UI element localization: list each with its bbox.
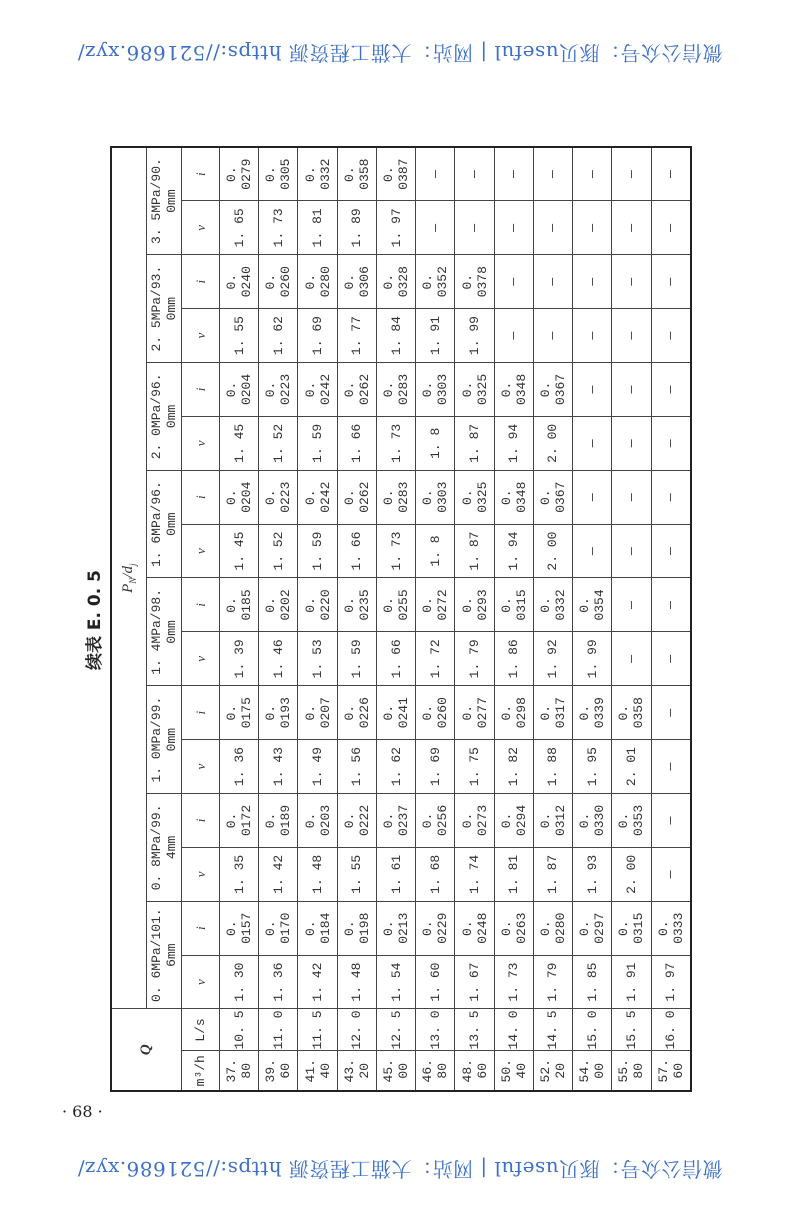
table-cell: 0. 0325 <box>455 470 494 524</box>
table-cell: 52. 20 <box>533 1051 572 1091</box>
table-cell: 0. 0297 <box>573 901 612 955</box>
table-cell: 0. 0237 <box>376 794 415 848</box>
unit-m3h-header: m³/h <box>182 1051 220 1091</box>
table-cell: 0. 0330 <box>573 794 612 848</box>
table-cell: — <box>612 632 651 686</box>
table-cell: — <box>651 740 691 794</box>
table-row <box>533 147 572 1091</box>
table-cell: 1. 60 <box>416 955 455 1009</box>
table-cell: 1. 86 <box>494 632 533 686</box>
table-cell: 1. 42 <box>259 847 298 901</box>
table-cell: 12. 5 <box>376 1009 415 1051</box>
table-cell: 0. 0260 <box>259 255 298 309</box>
table-cell: 50. 40 <box>494 1051 533 1091</box>
table-cell: — <box>651 201 691 255</box>
table-cell: 0. 0354 <box>573 578 612 632</box>
table-cell: — <box>494 201 533 255</box>
table-cell: 0. 0223 <box>259 470 298 524</box>
hydraulic-gradient-header: i <box>182 578 220 632</box>
table-cell: — <box>651 470 691 524</box>
table-cell: 0. 0348 <box>494 363 533 417</box>
table-cell: 0. 0328 <box>376 255 415 309</box>
table-cell: — <box>651 255 691 309</box>
table-cell: 15. 5 <box>612 1009 651 1051</box>
table-cell: — <box>651 632 691 686</box>
table-cell: 0. 0220 <box>298 578 337 632</box>
table-row <box>612 147 651 1091</box>
table-cell: 12. 0 <box>337 1009 376 1051</box>
table-cell: 39. 60 <box>259 1051 298 1091</box>
table-cell: 1. 84 <box>376 309 415 363</box>
pressure-diameter-header: 1. 0MPa/99. 0mm <box>147 686 182 794</box>
table-cell: 11. 5 <box>298 1009 337 1051</box>
table-cell: — <box>612 309 651 363</box>
table-cell: 1. 87 <box>455 524 494 578</box>
table-cell: 37. 80 <box>220 1051 259 1091</box>
table-cell: — <box>612 363 651 417</box>
table-cell: 0. 0339 <box>573 686 612 740</box>
table-cell: 1. 56 <box>337 740 376 794</box>
table-cell: 1. 79 <box>533 955 572 1009</box>
table-cell: 0. 0273 <box>455 794 494 848</box>
table-cell: — <box>651 847 691 901</box>
table-row <box>651 147 691 1091</box>
table-cell: — <box>612 416 651 470</box>
table-cell: 0. 0229 <box>416 901 455 955</box>
table-cell: 0. 0280 <box>298 255 337 309</box>
table-cell: 1. 48 <box>298 847 337 901</box>
watermark-top: 微信公众号：豚贝useful | 网站：大猫工程资源 https://521686.xyz/ <box>77 41 723 65</box>
table-cell: — <box>612 147 651 201</box>
table-cell: — <box>416 147 455 201</box>
table-cell: 0. 0317 <box>533 686 572 740</box>
watermark-bottom: 微信公众号：豚贝useful | 网站：大猫工程资源 https://521686.xyz/ <box>77 1157 723 1181</box>
table-cell: 0. 0262 <box>337 470 376 524</box>
hydraulic-gradient-header: i <box>182 363 220 417</box>
table-cell: 1. 52 <box>259 416 298 470</box>
table-cell: 1. 69 <box>416 740 455 794</box>
pn-sub: N <box>128 577 138 584</box>
table-cell: 0. 0305 <box>259 147 298 201</box>
table-cell: — <box>533 201 572 255</box>
table-cell: 41. 40 <box>298 1051 337 1091</box>
table-cell: 1. 53 <box>298 632 337 686</box>
velocity-header: v <box>182 740 220 794</box>
table-cell: 1. 82 <box>494 740 533 794</box>
table-cell: 0. 0280 <box>533 901 572 955</box>
table-cell: 0. 0185 <box>220 578 259 632</box>
table-cell: 11. 0 <box>259 1009 298 1051</box>
pn-sub2: j <box>128 563 138 567</box>
table-cell: 45. 00 <box>376 1051 415 1091</box>
table-row <box>298 147 337 1091</box>
table-row <box>494 147 533 1091</box>
table-cell: 0. 0294 <box>494 794 533 848</box>
table-cell: 1. 69 <box>298 309 337 363</box>
table-cell: — <box>533 147 572 201</box>
table-cell: 1. 39 <box>220 632 259 686</box>
table-row <box>416 147 455 1091</box>
table-cell: 1. 59 <box>298 524 337 578</box>
table-cell: 2. 00 <box>612 847 651 901</box>
table-cell: — <box>455 147 494 201</box>
table-cell: 1. 59 <box>337 632 376 686</box>
velocity-header: v <box>182 201 220 255</box>
table-cell: 1. 54 <box>376 955 415 1009</box>
pressure-diameter-header: 2. 0MPa/96. 0mm <box>147 363 182 471</box>
table-cell: 0. 0303 <box>416 470 455 524</box>
table-cell: 1. 36 <box>259 955 298 1009</box>
table-cell: 0. 0332 <box>298 147 337 201</box>
table-cell: — <box>416 201 455 255</box>
table-cell: — <box>573 309 612 363</box>
table-cell: 0. 0213 <box>376 901 415 955</box>
table-cell: 0. 0277 <box>455 686 494 740</box>
table-cell: — <box>651 147 691 201</box>
table-cell: 48. 60 <box>455 1051 494 1091</box>
table-cell: 1. 8 <box>416 524 455 578</box>
hydraulic-gradient-header: i <box>182 686 220 740</box>
table-row <box>259 147 298 1091</box>
table-cell: 0. 0263 <box>494 901 533 955</box>
table-cell: — <box>651 578 691 632</box>
table-cell: — <box>573 255 612 309</box>
table-title: 续表 E. 0. 5 <box>85 570 105 670</box>
hydraulic-gradient-header: i <box>182 147 220 201</box>
table-cell: 0. 0207 <box>298 686 337 740</box>
table-cell: 1. 45 <box>220 416 259 470</box>
table-cell: 1. 95 <box>573 740 612 794</box>
table-cell: 1. 87 <box>533 847 572 901</box>
table-cell: 55. 80 <box>612 1051 651 1091</box>
table-cell: 1. 8 <box>416 416 455 470</box>
velocity-header: v <box>182 847 220 901</box>
table-cell: 15. 0 <box>573 1009 612 1051</box>
table-cell: 0. 0170 <box>259 901 298 955</box>
table-cell: — <box>494 147 533 201</box>
page-number: · 68 · <box>62 1102 103 1121</box>
pressure-diameter-header: 1. 6MPa/96. 0mm <box>147 470 182 578</box>
table-cell: 1. 97 <box>651 955 691 1009</box>
table-cell: — <box>651 794 691 848</box>
table-cell: 1. 73 <box>259 201 298 255</box>
table-cell: 1. 74 <box>455 847 494 901</box>
hydraulic-gradient-header: i <box>182 901 220 955</box>
table-cell: — <box>573 363 612 417</box>
table-cell: 57. 60 <box>651 1051 691 1091</box>
table-cell: 0. 0358 <box>337 147 376 201</box>
pn-rest: /d <box>120 566 136 578</box>
table-cell: — <box>573 416 612 470</box>
table-cell: 0. 0315 <box>612 901 651 955</box>
table-cell: 1. 85 <box>573 955 612 1009</box>
table-cell: 46. 80 <box>416 1051 455 1091</box>
table-cell: — <box>651 363 691 417</box>
table-cell: 1. 79 <box>455 632 494 686</box>
table-cell: 1. 92 <box>533 632 572 686</box>
table-cell: 2. 00 <box>533 416 572 470</box>
table-cell: 2. 01 <box>612 740 651 794</box>
table-cell: 0. 0189 <box>259 794 298 848</box>
table-cell: 0. 0348 <box>494 470 533 524</box>
table-cell: 1. 55 <box>220 309 259 363</box>
table-cell: 16. 0 <box>651 1009 691 1051</box>
table-cell: — <box>651 416 691 470</box>
velocity-header: v <box>182 632 220 686</box>
table-row <box>455 147 494 1091</box>
table-cell: 1. 67 <box>455 955 494 1009</box>
table-cell: 1. 45 <box>220 524 259 578</box>
table-cell: 0. 0325 <box>455 363 494 417</box>
table-cell: 1. 93 <box>573 847 612 901</box>
table-cell: 14. 5 <box>533 1009 572 1051</box>
table-cell: 0. 0279 <box>220 147 259 201</box>
table-cell: 0. 0222 <box>337 794 376 848</box>
table-cell: 1. 75 <box>455 740 494 794</box>
table-cell: 1. 52 <box>259 524 298 578</box>
table-cell: 0. 0262 <box>337 363 376 417</box>
table-cell: 54. 00 <box>573 1051 612 1091</box>
table-cell: 0. 0260 <box>416 686 455 740</box>
table-cell: 14. 0 <box>494 1009 533 1051</box>
table-cell: 0. 0204 <box>220 363 259 417</box>
table-cell: 0. 0387 <box>376 147 415 201</box>
table-cell: — <box>573 470 612 524</box>
table-cell: 1. 66 <box>337 416 376 470</box>
table-cell: 0. 0202 <box>259 578 298 632</box>
table-cell: 13. 0 <box>416 1009 455 1051</box>
table-cell: 0. 0223 <box>259 363 298 417</box>
velocity-header: v <box>182 955 220 1009</box>
table-cell: 1. 72 <box>416 632 455 686</box>
table-cell: — <box>455 201 494 255</box>
table-cell: 0. 0203 <box>298 794 337 848</box>
table-cell: 0. 0198 <box>337 901 376 955</box>
table-cell: 1. 94 <box>494 416 533 470</box>
table-cell: 0. 0353 <box>612 794 651 848</box>
table-cell: 0. 0241 <box>376 686 415 740</box>
table-cell: — <box>612 470 651 524</box>
table-cell: 0. 0358 <box>612 686 651 740</box>
hydraulic-table <box>110 146 692 1092</box>
table-cell: 1. 81 <box>494 847 533 901</box>
table-cell: 0. 0256 <box>416 794 455 848</box>
table-cell: 1. 42 <box>298 955 337 1009</box>
table-cell: 10. 5 <box>220 1009 259 1051</box>
table-cell: 1. 94 <box>494 524 533 578</box>
table-cell: 43. 20 <box>337 1051 376 1091</box>
table-cell: 0. 0255 <box>376 578 415 632</box>
table-cell: 0. 0172 <box>220 794 259 848</box>
table-row <box>220 147 259 1091</box>
table-cell: 1. 99 <box>573 632 612 686</box>
table-cell: 0. 0204 <box>220 470 259 524</box>
table-cell: 1. 81 <box>298 201 337 255</box>
q-header: Q <box>111 1009 182 1091</box>
velocity-header: v <box>182 524 220 578</box>
pn-dj-header <box>111 147 147 1009</box>
table-cell: 0. 0283 <box>376 470 415 524</box>
table-cell: 0. 0184 <box>298 901 337 955</box>
table-cell: 1. 66 <box>337 524 376 578</box>
table-cell: 1. 73 <box>376 416 415 470</box>
table-cell: 1. 66 <box>376 632 415 686</box>
table-row <box>376 147 415 1091</box>
table-cell: 1. 43 <box>259 740 298 794</box>
table-cell: — <box>573 201 612 255</box>
table-cell: 1. 35 <box>220 847 259 901</box>
table-cell: 0. 0332 <box>533 578 572 632</box>
table-cell: — <box>612 255 651 309</box>
hydraulic-gradient-header: i <box>182 794 220 848</box>
table-cell: 1. 46 <box>259 632 298 686</box>
table-cell: 13. 5 <box>455 1009 494 1051</box>
table-cell: 1. 36 <box>220 740 259 794</box>
table-cell: 1. 30 <box>220 955 259 1009</box>
table-cell: 1. 62 <box>376 740 415 794</box>
table-cell: — <box>612 201 651 255</box>
table-cell: 0. 0315 <box>494 578 533 632</box>
table-cell: 0. 0242 <box>298 470 337 524</box>
table-cell: 0. 0333 <box>651 901 691 955</box>
table-cell: 1. 68 <box>416 847 455 901</box>
table-cell: 0. 0175 <box>220 686 259 740</box>
table-cell: 0. 0157 <box>220 901 259 955</box>
table-cell: 1. 97 <box>376 201 415 255</box>
table-cell: 2. 00 <box>533 524 572 578</box>
table-cell: 1. 73 <box>376 524 415 578</box>
hydraulic-gradient-header: i <box>182 255 220 309</box>
pn-label: P <box>120 583 136 593</box>
table-row <box>573 147 612 1091</box>
table-cell: 0. 0367 <box>533 470 572 524</box>
table-cell: — <box>494 255 533 309</box>
table-cell: 0. 0248 <box>455 901 494 955</box>
table-cell: — <box>533 309 572 363</box>
table-cell: — <box>612 524 651 578</box>
pressure-diameter-header: 1. 4MPa/98. 0mm <box>147 578 182 686</box>
table-cell: — <box>573 524 612 578</box>
unit-ls-header: L/s <box>182 1009 220 1051</box>
table-cell: 0. 0193 <box>259 686 298 740</box>
table-cell: — <box>651 686 691 740</box>
table-cell: 0. 0226 <box>337 686 376 740</box>
table-cell: 0. 0303 <box>416 363 455 417</box>
table-cell: 0. 0298 <box>494 686 533 740</box>
table-cell: 0. 0235 <box>337 578 376 632</box>
table-cell: 1. 99 <box>455 309 494 363</box>
table-cell: 1. 55 <box>337 847 376 901</box>
table-cell: — <box>573 147 612 201</box>
table-cell: 0. 0352 <box>416 255 455 309</box>
table-cell: 1. 49 <box>298 740 337 794</box>
table-cell: — <box>612 578 651 632</box>
table-cell: 0. 0367 <box>533 363 572 417</box>
pressure-diameter-header: 0. 8MPa/99. 4mm <box>147 794 182 902</box>
table-cell: 1. 87 <box>455 416 494 470</box>
table-cell: 1. 65 <box>220 201 259 255</box>
table-cell: 0. 0312 <box>533 794 572 848</box>
table-cell: 0. 0242 <box>298 363 337 417</box>
table-cell: 1. 89 <box>337 201 376 255</box>
velocity-header: v <box>182 416 220 470</box>
table-cell: — <box>651 524 691 578</box>
table-cell: 1. 61 <box>376 847 415 901</box>
pressure-diameter-header: 2. 5MPa/93. 0mm <box>147 255 182 363</box>
table-cell: 1. 59 <box>298 416 337 470</box>
table-row <box>337 147 376 1091</box>
table-cell: 0. 0272 <box>416 578 455 632</box>
velocity-header: v <box>182 309 220 363</box>
table-cell: 1. 73 <box>494 955 533 1009</box>
table-cell: 1. 91 <box>612 955 651 1009</box>
table-cell: 0. 0306 <box>337 255 376 309</box>
table-cell: — <box>533 255 572 309</box>
pressure-diameter-header: 0. 6MPa/101. 6mm <box>147 901 182 1009</box>
table-cell: 1. 91 <box>416 309 455 363</box>
table-cell: 1. 48 <box>337 955 376 1009</box>
rotated-table-block <box>80 148 692 1092</box>
table-cell: 1. 77 <box>337 309 376 363</box>
table-cell: 0. 0378 <box>455 255 494 309</box>
pressure-diameter-header: 3. 5MPa/90. 0mm <box>147 147 182 255</box>
table-cell: — <box>651 309 691 363</box>
table-cell: 1. 88 <box>533 740 572 794</box>
table-cell: — <box>494 309 533 363</box>
table-cell: 0. 0293 <box>455 578 494 632</box>
table-cell: 0. 0240 <box>220 255 259 309</box>
table-cell: 0. 0283 <box>376 363 415 417</box>
table-cell: 1. 62 <box>259 309 298 363</box>
hydraulic-gradient-header: i <box>182 470 220 524</box>
